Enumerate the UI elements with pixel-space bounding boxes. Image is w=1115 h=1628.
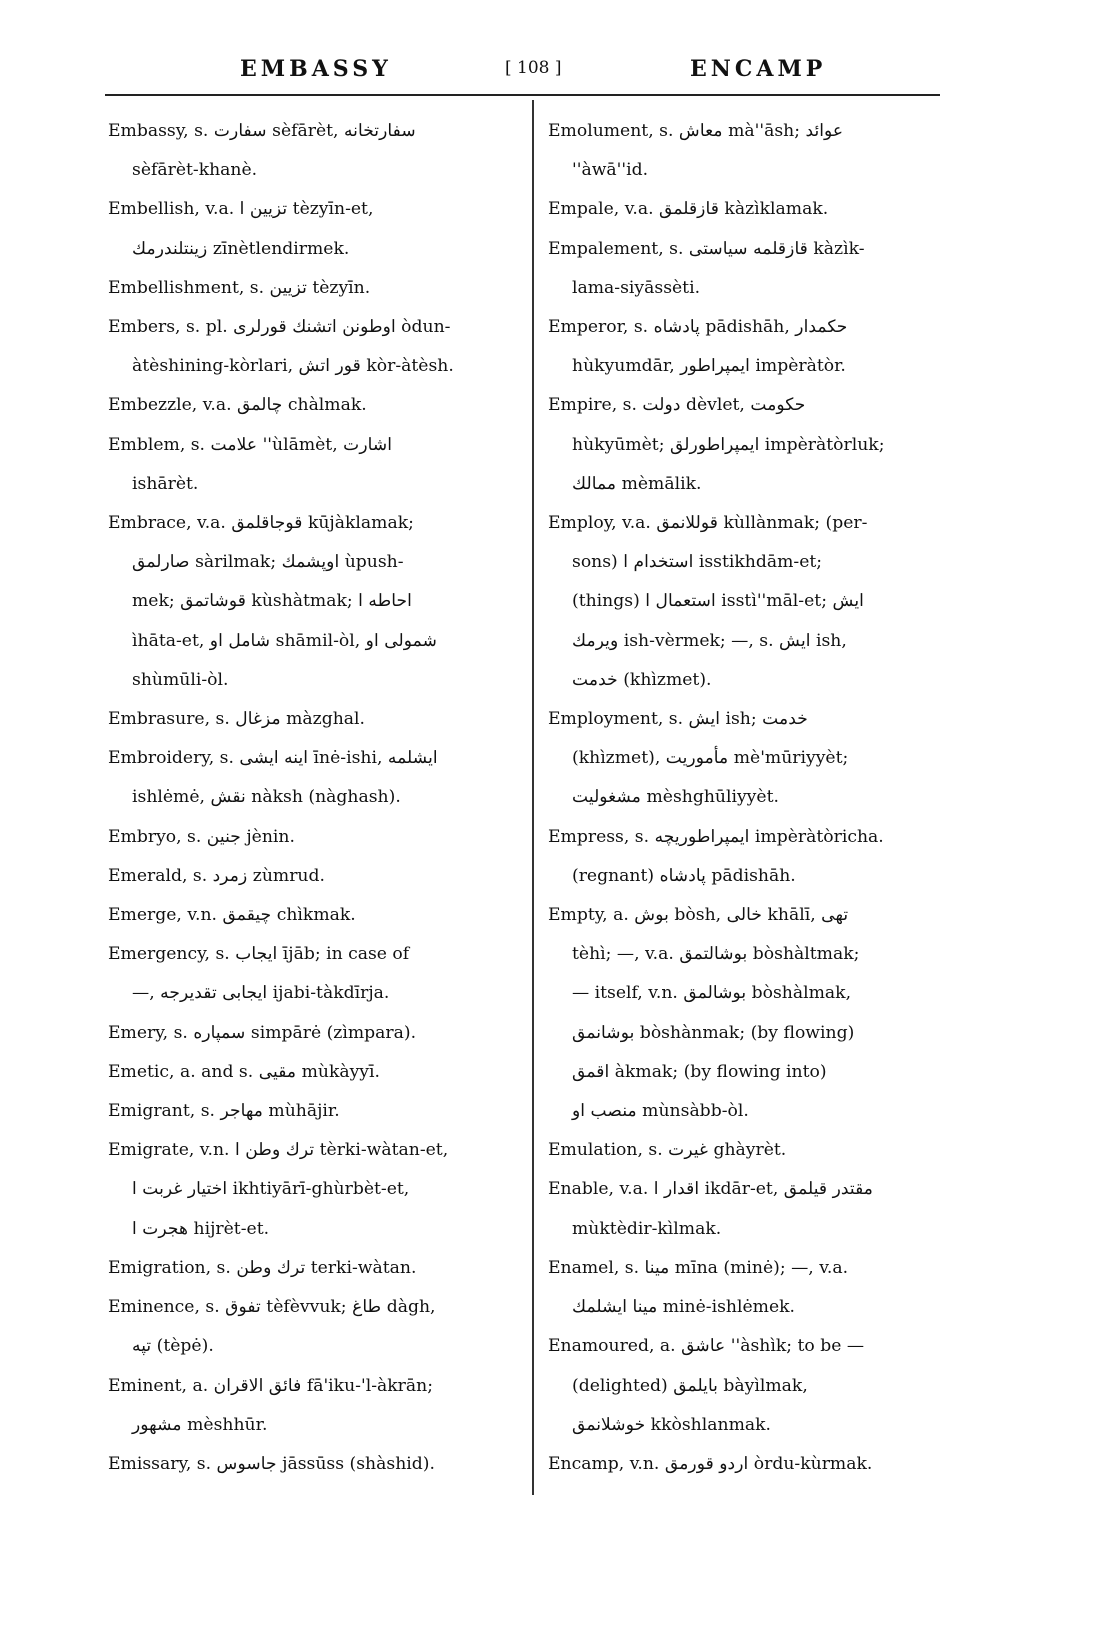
entry-continuation: زينتلندرمك zīnètlendirmek.: [132, 238, 350, 259]
entry-headline: Empire, s. دولت dèvlet, حكومت: [548, 395, 806, 416]
entry-headline: Emigrant, s. مهاجر mùhājir.: [108, 1101, 340, 1122]
entry-continuation: hùkyūmèt; ايمپراطورلق impèràtòrluk;: [572, 434, 885, 455]
dictionary-entry: [108, 700, 518, 739]
entry-continuation: مشهور mèshhūr.: [132, 1414, 268, 1435]
entry-headline: Emulation, s. غيرت ghàyrèt.: [548, 1140, 787, 1161]
column-divider: [532, 100, 534, 1495]
dictionary-entry: [548, 230, 948, 308]
left-column: [108, 112, 518, 1484]
dictionary-entry: [548, 504, 948, 700]
entry-continuation: —, ايجابى تقديرجه ijabi-tàkdīrja.: [132, 983, 390, 1004]
entry-headline: Embellish, v.a. تزيين ا tèzyīn-et,: [108, 199, 374, 220]
entry-headline: Embassy, s. سفارت sèfārèt, سفارتخانه: [108, 121, 416, 141]
entry-headline: Emolument, s. معاش mà''āsh; عوائد: [548, 121, 844, 141]
dictionary-entry: [108, 1131, 518, 1249]
dictionary-entry: [548, 1445, 948, 1484]
dictionary-entry: [108, 1014, 518, 1053]
entry-headline: Emergency, s. ايجاب ījāb; in case of: [108, 944, 410, 965]
entry-continuation: تپه (tèpė).: [132, 1336, 214, 1357]
entry-headline: Empale, v.a. قازقلمق kàzìklamak.: [548, 199, 829, 220]
entry-headline: Employment, s. ايش ish; خدمت: [548, 709, 808, 730]
entry-continuation: (regnant) پادشاه pādishāh.: [572, 865, 796, 886]
entry-continuation: خوشلانمق kkòshlanmak.: [572, 1414, 771, 1435]
dictionary-entry: [548, 1131, 948, 1170]
entry-headline: Empalement, s. قازقلمه سياستى kàzìk-: [548, 238, 865, 259]
entry-continuation: — itself, v.n. بوشالمق bòshàlmak,: [572, 983, 852, 1004]
dictionary-entry: [108, 426, 518, 504]
entry-headline: Emerald, s. زمرد zùmrud.: [108, 865, 325, 886]
entry-headline: Emery, s. سمپاره simpārė (zìmpara).: [108, 1022, 417, 1043]
entry-continuation: ishlėmė, نقش nàksh (nàghash).: [132, 787, 401, 808]
entry-continuation: مشغوليت mèshghūliyyèt.: [572, 787, 779, 808]
running-header: [0, 56, 1115, 86]
entry-headline: Employ, v.a. قوللانمق kùllànmak; (per-: [548, 513, 868, 534]
entry-headline: Embers, s. pl. اوطونن اتشنك قورلرى òdun-: [108, 317, 451, 338]
entry-headline: Emigrate, v.n. ترك وطن ا tèrki-wàtan-et,: [108, 1140, 449, 1161]
entry-headline: Enamoured, a. عاشق ''àshìk; to be —: [548, 1336, 865, 1357]
entry-continuation: hùkyumdār, ايمپراطور impèràtòr.: [572, 356, 846, 377]
dictionary-entry: [548, 896, 948, 1131]
entry-continuation: اختيار غربت ا ikhtiyārī-ghùrbèt-et,: [132, 1179, 410, 1200]
dictionary-entry: [548, 112, 948, 190]
entry-continuation: lama-siyāssèti.: [572, 277, 701, 298]
header-right-word: ENCAMP: [690, 56, 827, 82]
dictionary-entry: [108, 1249, 518, 1288]
entry-headline: Emetic, a. and s. مقيى mùkàyyī.: [108, 1061, 380, 1082]
right-column: [548, 112, 948, 1484]
entry-headline: Emerge, v.n. چيقمق chìkmak.: [108, 905, 356, 926]
dictionary-entry: [108, 190, 518, 268]
entry-continuation: خدمت (khìzmet).: [572, 669, 712, 690]
entry-headline: Embryo, s. جنين jènin.: [108, 826, 295, 847]
dictionary-entry: [108, 269, 518, 308]
dictionary-entry: [108, 818, 518, 857]
entry-headline: Embellishment, s. تزيين tèzyīn.: [108, 277, 371, 298]
entry-continuation: (khìzmet), مأموريت mè'mūriyyèt;: [572, 748, 849, 769]
entry-continuation: اقمق àkmak; (by flowing into): [572, 1061, 827, 1082]
dictionary-entry: [108, 857, 518, 896]
dictionary-entry: [108, 935, 518, 1013]
entry-continuation: منصب او mùnsàbb-òl.: [572, 1101, 749, 1122]
entry-headline: Embrasure, s. مزغال màzghal.: [108, 709, 366, 730]
dictionary-entry: [548, 308, 948, 386]
entry-headline: Embrace, v.a. قوجاقلمق kūjàklamak;: [108, 513, 414, 534]
page-number: [ 108 ]: [505, 58, 562, 78]
entry-continuation: shùmūli-òl.: [132, 669, 229, 690]
entry-headline: Emblem, s. علامت ''ùlāmèt, اشارت: [108, 434, 393, 455]
dictionary-entry: [108, 386, 518, 425]
entry-headline: Emissary, s. جاسوس jāssūss (shàshid).: [108, 1453, 435, 1474]
entry-continuation: ''àwā''id.: [572, 160, 649, 181]
entry-continuation: mùktèdir-kìlmak.: [572, 1218, 722, 1239]
dictionary-entry: [108, 308, 518, 386]
entry-continuation: مينا ايشلمك minė-ishlėmek.: [572, 1297, 796, 1318]
entry-headline: Enamel, s. مينا mīna (minė); —, v.a.: [548, 1257, 849, 1278]
dictionary-entry: [548, 818, 948, 896]
entry-continuation: ìhāta-et, شامل او shāmil-òl, شمولى او: [132, 630, 437, 651]
entry-continuation: sèfārèt-khanè.: [132, 160, 258, 181]
entry-continuation: (things) استعمال ا isstì''māl-et; ايش: [572, 591, 864, 612]
dictionary-entry: [108, 1367, 518, 1445]
dictionary-entry: [108, 1053, 518, 1092]
entry-headline: Embezzle, v.a. چالمق chàlmak.: [108, 395, 367, 416]
entry-continuation: tèhì; —, v.a. بوشالتمق bòshàltmak;: [572, 944, 860, 965]
dictionary-entry: [108, 1092, 518, 1131]
dictionary-entry: [548, 1249, 948, 1327]
entry-continuation: ishārèt.: [132, 473, 199, 494]
entry-continuation: sons) استخدام ا isstikhdām-et;: [572, 552, 823, 573]
entry-headline: Enable, v.a. اقدار ا ikdār-et, مقتدر قيلمق: [548, 1179, 874, 1200]
entry-continuation: صارلمق sàrilmak; اوپشمك ùpush-: [132, 552, 404, 573]
entry-headline: Encamp, v.n. اردو قورمق òrdu-kùrmak.: [548, 1453, 873, 1474]
dictionary-entry: [108, 504, 518, 700]
entry-headline: Eminence, s. تفوق tèfèvvuk; طاغ dàgh,: [108, 1297, 436, 1318]
entry-continuation: àtèshining-kòrlari, قور اتش kòr-àtèsh.: [132, 356, 454, 377]
entry-continuation: (delighted) بايلمق bàyìlmak,: [572, 1375, 808, 1396]
dictionary-entry: [548, 1327, 948, 1445]
dictionary-entry: [548, 1170, 948, 1248]
entry-headline: Embroidery, s. اينه ايشى īnė-ishi, ايشلمه: [108, 748, 438, 769]
dictionary-entry: [108, 896, 518, 935]
dictionary-entry: [108, 1288, 518, 1366]
entry-headline: Emigration, s. ترك وطن terki-wàtan.: [108, 1257, 417, 1278]
dictionary-entry: [108, 1445, 518, 1484]
entry-headline: Empty, a. بوش bòsh, خالى khālī, تهى: [548, 905, 849, 926]
entry-continuation: ممالك mèmālik.: [572, 473, 702, 494]
entry-continuation: mek; قوشاتمق kùshàtmak; احاطه ا: [132, 591, 412, 612]
dictionary-entry: [548, 700, 948, 818]
entry-continuation: ويرمك ish-vèrmek; —, s. ايش ish,: [572, 630, 847, 651]
entry-continuation: هجرت ا hijrèt-et.: [132, 1218, 270, 1239]
dictionary-entry: [108, 739, 518, 817]
dictionary-entry: [548, 386, 948, 504]
entry-continuation: بوشانمق bòshànmak; (by flowing): [572, 1022, 855, 1043]
header-left-word: EMBASSY: [240, 56, 392, 82]
entry-headline: Emperor, s. پادشاه pādishāh, حكمدار: [548, 317, 848, 338]
entry-headline: Empress, s. ايمپراطوريچه impèràtòricha.: [548, 826, 884, 847]
dictionary-entry: [548, 190, 948, 229]
header-rule: [105, 94, 940, 96]
dictionary-entry: [108, 112, 518, 190]
entry-headline: Eminent, a. فائق الاقران fā'iku-'l-àkrān;: [108, 1375, 433, 1396]
